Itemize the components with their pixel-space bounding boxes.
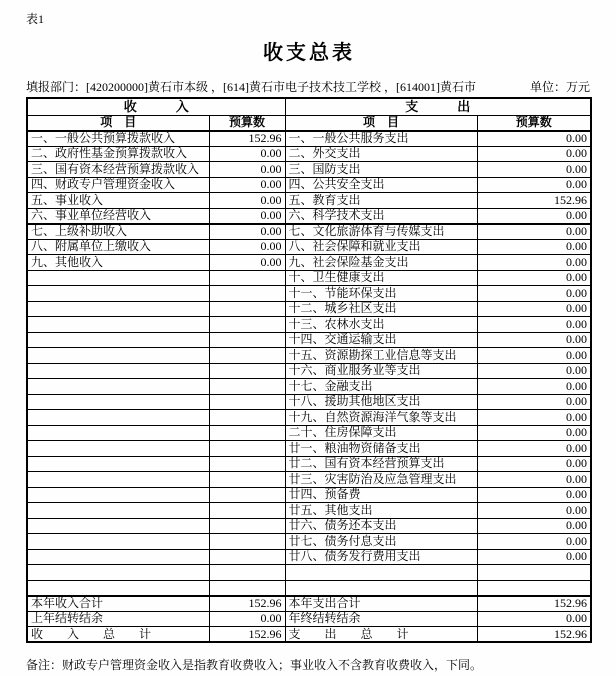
expense-item-cell: 十九、自然资源海洋气象等支出 bbox=[285, 410, 477, 426]
page-title: 收支总表 bbox=[263, 42, 355, 64]
income-item-cell: 六、事业单位经营收入 bbox=[27, 208, 209, 224]
income-value-cell bbox=[209, 394, 285, 410]
expense-value-cell: 152.96 bbox=[477, 596, 591, 612]
expense-item-cell: 廿四、预备费 bbox=[285, 487, 477, 503]
expense-value-cell: 0.00 bbox=[477, 487, 591, 503]
data-rows bbox=[27, 131, 591, 596]
expense-item-cell: 十六、商业服务业等支出 bbox=[285, 363, 477, 379]
expense-item-cell: 十五、资源勘探工业信息等支出 bbox=[285, 348, 477, 364]
expense-item-cell: 十三、农林水支出 bbox=[285, 317, 477, 333]
income-item-cell bbox=[27, 394, 209, 410]
expense-item-cell: 廿六、债务还本支出 bbox=[285, 518, 477, 534]
expense-item-cell: 八、社会保障和就业支出 bbox=[285, 239, 477, 255]
expense-item-cell: 十四、交通运输支出 bbox=[285, 332, 477, 348]
table-row bbox=[27, 472, 591, 488]
income-value-cell: 0.00 bbox=[209, 224, 285, 240]
income-budget-header: 预算数 bbox=[209, 115, 285, 131]
expense-item-cell: 廿八、债务发行费用支出 bbox=[285, 549, 477, 565]
expense-item-cell: 廿三、灾害防治及应急管理支出 bbox=[285, 472, 477, 488]
sheet-label: 表1 bbox=[26, 12, 45, 26]
table-row bbox=[27, 224, 591, 240]
expense-value-cell: 0.00 bbox=[477, 549, 591, 565]
income-item-cell bbox=[27, 286, 209, 302]
income-value-cell bbox=[209, 379, 285, 395]
meta-row bbox=[26, 80, 590, 95]
income-value-cell: 0.00 bbox=[209, 146, 285, 162]
income-value-cell: 0.00 bbox=[209, 193, 285, 209]
table-row bbox=[27, 301, 591, 317]
income-item-cell: 五、事业收入 bbox=[27, 193, 209, 209]
expense-item-cell: 廿一、粮油物资储备支出 bbox=[285, 441, 477, 457]
income-section-header: 收 入 bbox=[27, 98, 285, 115]
income-item-cell: 七、上级补助收入 bbox=[27, 224, 209, 240]
table-row bbox=[27, 410, 591, 426]
income-item-cell bbox=[27, 348, 209, 364]
table-row bbox=[27, 131, 591, 147]
table-row bbox=[27, 456, 591, 472]
expense-item-cell: 一、一般公共服务支出 bbox=[285, 131, 477, 147]
income-item-cell bbox=[27, 363, 209, 379]
expense-item-cell bbox=[285, 565, 477, 581]
footnote: 备注：财政专户管理资金收入是指教育收费收入；事业收入不含教育收费收入，下同。 bbox=[26, 658, 483, 672]
total-rows bbox=[27, 596, 591, 643]
table-row bbox=[27, 379, 591, 395]
income-item-cell: 三、国有资本经营预算拨款收入 bbox=[27, 162, 209, 178]
expense-value-cell: 0.00 bbox=[477, 224, 591, 240]
total-row bbox=[27, 596, 591, 612]
income-value-cell bbox=[209, 332, 285, 348]
income-value-cell bbox=[209, 348, 285, 364]
expense-value-cell: 0.00 bbox=[477, 410, 591, 426]
income-item-cell bbox=[27, 410, 209, 426]
section-header-row bbox=[27, 98, 591, 115]
income-item-cell bbox=[27, 301, 209, 317]
income-value-cell bbox=[209, 472, 285, 488]
expense-value-cell: 0.00 bbox=[477, 456, 591, 472]
income-item-cell bbox=[27, 518, 209, 534]
expense-value-cell: 0.00 bbox=[477, 379, 591, 395]
income-value-cell bbox=[209, 518, 285, 534]
expense-value-cell: 0.00 bbox=[477, 518, 591, 534]
expense-item-cell: 十八、援助其他地区支出 bbox=[285, 394, 477, 410]
income-item-cell: 八、附属单位上缴收入 bbox=[27, 239, 209, 255]
income-value-cell bbox=[209, 441, 285, 457]
expense-value-cell: 0.00 bbox=[477, 394, 591, 410]
expense-item-cell: 十七、金融支出 bbox=[285, 379, 477, 395]
expense-item-header: 项 目 bbox=[285, 115, 477, 131]
table-row bbox=[27, 534, 591, 550]
expense-value-cell: 0.00 bbox=[477, 301, 591, 317]
expense-value-cell: 0.00 bbox=[477, 131, 591, 147]
income-value-cell bbox=[209, 425, 285, 441]
table-row bbox=[27, 208, 591, 224]
income-value-cell bbox=[209, 580, 285, 596]
income-item-cell: 一、一般公共预算拨款收入 bbox=[27, 131, 209, 147]
expense-item-cell: 十一、节能环保支出 bbox=[285, 286, 477, 302]
expense-item-cell: 二、外交支出 bbox=[285, 146, 477, 162]
table-row bbox=[27, 177, 591, 193]
expense-value-cell: 0.00 bbox=[477, 177, 591, 193]
expense-value-cell: 0.00 bbox=[477, 425, 591, 441]
expense-value-cell bbox=[477, 580, 591, 596]
income-item-cell bbox=[27, 425, 209, 441]
income-value-cell bbox=[209, 487, 285, 503]
table-row bbox=[27, 286, 591, 302]
expense-value-cell: 152.96 bbox=[477, 627, 591, 643]
department-line: 填报部门：[420200000]黄石市本级 ，[614]黄石市电子技术技工学校 ，[614001]黄石市 bbox=[26, 80, 476, 94]
expense-value-cell: 0.00 bbox=[477, 611, 591, 627]
income-item-cell bbox=[27, 487, 209, 503]
expense-section-header: 支 出 bbox=[285, 98, 591, 115]
summary-table bbox=[26, 97, 592, 643]
table-row bbox=[27, 162, 591, 178]
income-item-cell bbox=[27, 503, 209, 519]
table-row bbox=[27, 441, 591, 457]
expense-value-cell: 0.00 bbox=[477, 239, 591, 255]
table-row bbox=[27, 239, 591, 255]
table-row bbox=[27, 363, 591, 379]
income-value-cell bbox=[209, 286, 285, 302]
income-item-cell: 收 入 总 计 bbox=[27, 627, 209, 643]
income-item-cell: 本年收入合计 bbox=[27, 596, 209, 612]
income-value-cell bbox=[209, 317, 285, 333]
income-item-cell bbox=[27, 565, 209, 581]
income-item-cell: 二、政府性基金预算拨款收入 bbox=[27, 146, 209, 162]
expense-item-cell: 九、社会保险基金支出 bbox=[285, 255, 477, 271]
income-item-cell: 四、财政专户管理资金收入 bbox=[27, 177, 209, 193]
expense-value-cell: 0.00 bbox=[477, 255, 591, 271]
table-row bbox=[27, 549, 591, 565]
expense-item-cell: 廿二、国有资本经营预算支出 bbox=[285, 456, 477, 472]
income-value-cell bbox=[209, 363, 285, 379]
income-value-cell bbox=[209, 534, 285, 550]
expense-item-cell: 七、文化旅游体育与传媒支出 bbox=[285, 224, 477, 240]
expense-value-cell: 0.00 bbox=[477, 441, 591, 457]
table-row bbox=[27, 518, 591, 534]
income-item-cell bbox=[27, 441, 209, 457]
income-item-cell bbox=[27, 456, 209, 472]
income-item-cell bbox=[27, 534, 209, 550]
income-value-cell bbox=[209, 270, 285, 286]
expense-value-cell: 0.00 bbox=[477, 363, 591, 379]
income-value-cell bbox=[209, 301, 285, 317]
table-row bbox=[27, 503, 591, 519]
expense-value-cell: 0.00 bbox=[477, 534, 591, 550]
income-value-cell: 152.96 bbox=[209, 596, 285, 612]
expense-value-cell: 152.96 bbox=[477, 193, 591, 209]
unit-label: 单位：万元 bbox=[529, 80, 590, 94]
expense-item-cell: 十二、城乡社区支出 bbox=[285, 301, 477, 317]
table-row bbox=[27, 348, 591, 364]
income-value-cell: 152.96 bbox=[209, 627, 285, 643]
income-item-cell: 九、其他收入 bbox=[27, 255, 209, 271]
table-row bbox=[27, 317, 591, 333]
expense-value-cell: 0.00 bbox=[477, 146, 591, 162]
income-item-cell bbox=[27, 379, 209, 395]
income-item-cell bbox=[27, 580, 209, 596]
income-value-cell bbox=[209, 549, 285, 565]
table-row bbox=[27, 487, 591, 503]
income-item-cell bbox=[27, 317, 209, 333]
income-value-cell: 0.00 bbox=[209, 208, 285, 224]
income-item-cell bbox=[27, 472, 209, 488]
expense-item-cell: 廿五、其他支出 bbox=[285, 503, 477, 519]
expense-item-cell: 本年支出合计 bbox=[285, 596, 477, 612]
expense-value-cell: 0.00 bbox=[477, 208, 591, 224]
income-value-cell: 0.00 bbox=[209, 177, 285, 193]
expense-value-cell: 0.00 bbox=[477, 162, 591, 178]
expense-value-cell bbox=[477, 565, 591, 581]
expense-value-cell: 0.00 bbox=[477, 286, 591, 302]
total-row bbox=[27, 611, 591, 627]
expense-item-cell: 六、科学技术支出 bbox=[285, 208, 477, 224]
expense-item-cell: 五、教育支出 bbox=[285, 193, 477, 209]
expense-item-cell: 支 出 总 计 bbox=[285, 627, 477, 643]
income-value-cell bbox=[209, 410, 285, 426]
income-item-cell bbox=[27, 270, 209, 286]
expense-item-cell: 廿七、债务付息支出 bbox=[285, 534, 477, 550]
income-item-cell bbox=[27, 549, 209, 565]
income-value-cell: 0.00 bbox=[209, 239, 285, 255]
expense-value-cell: 0.00 bbox=[477, 503, 591, 519]
expense-value-cell: 0.00 bbox=[477, 332, 591, 348]
income-value-cell: 0.00 bbox=[209, 255, 285, 271]
expense-item-cell: 四、公共安全支出 bbox=[285, 177, 477, 193]
table-row bbox=[27, 255, 591, 271]
income-value-cell bbox=[209, 565, 285, 581]
income-value-cell: 152.96 bbox=[209, 131, 285, 147]
expense-value-cell: 0.00 bbox=[477, 348, 591, 364]
expense-value-cell: 0.00 bbox=[477, 317, 591, 333]
income-item-cell: 上年结转结余 bbox=[27, 611, 209, 627]
expense-value-cell: 0.00 bbox=[477, 270, 591, 286]
table-row bbox=[27, 146, 591, 162]
income-value-cell bbox=[209, 503, 285, 519]
income-value-cell bbox=[209, 456, 285, 472]
total-row bbox=[27, 627, 591, 643]
column-header-row bbox=[27, 115, 591, 131]
table-row bbox=[27, 394, 591, 410]
table-row bbox=[27, 580, 591, 596]
table-row bbox=[27, 425, 591, 441]
table-row bbox=[27, 193, 591, 209]
expense-item-cell bbox=[285, 580, 477, 596]
expense-item-cell: 年终结转结余 bbox=[285, 611, 477, 627]
table-row bbox=[27, 270, 591, 286]
income-value-cell: 0.00 bbox=[209, 611, 285, 627]
table-row bbox=[27, 565, 591, 581]
expense-item-cell: 十、卫生健康支出 bbox=[285, 270, 477, 286]
expense-value-cell: 0.00 bbox=[477, 472, 591, 488]
expense-item-cell: 三、国防支出 bbox=[285, 162, 477, 178]
expense-item-cell: 二十、住房保障支出 bbox=[285, 425, 477, 441]
income-item-header: 项 目 bbox=[27, 115, 209, 131]
table-header bbox=[27, 98, 591, 131]
income-item-cell bbox=[27, 332, 209, 348]
table-row bbox=[27, 332, 591, 348]
income-value-cell: 0.00 bbox=[209, 162, 285, 178]
expense-budget-header: 预算数 bbox=[477, 115, 591, 131]
